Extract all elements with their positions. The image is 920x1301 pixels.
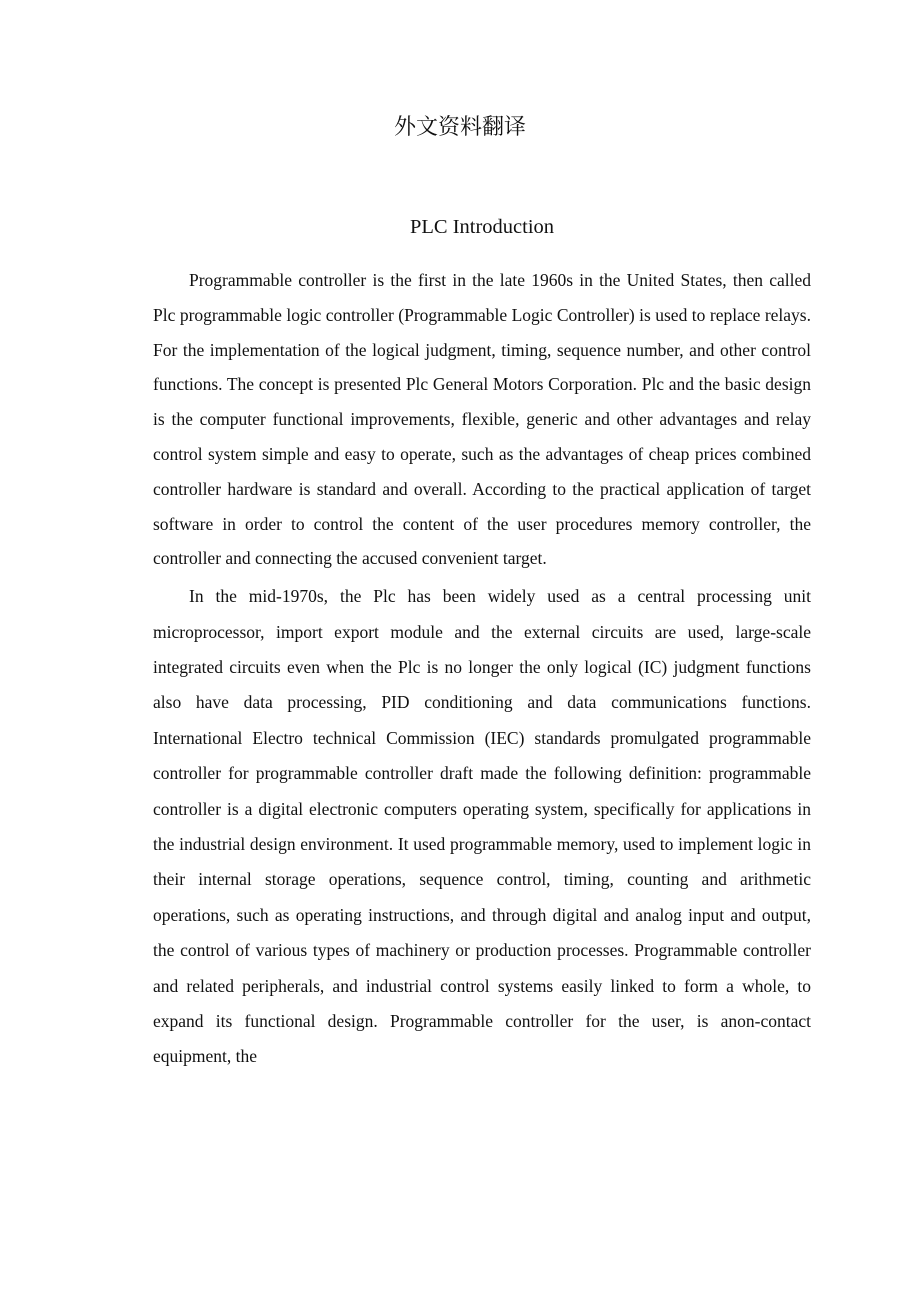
document-title: 外文资料翻译	[393, 115, 526, 140]
section-title: PLC Introduction	[409, 216, 555, 238]
paragraph-1: Programmable controller is the first in the late 1960s in the United States, then called Plc programmable logic controller (Programmable Logic Controller) is used to replace relays. For the implementation of the logical judgment, timing, sequence number, and other control functions. The concept is presented Plc General Motors Corporation. Plc and the basic design is the computer functional improvements, flexible, generic and other advantages and relay control system simple and easy to operate, such as the advantages of cheap prices combined controller hardware is standard and overall. According to the practical application of target software in order to control the content of the user procedures memory controller, the controller and connecting the accused convenient target.	[153, 270, 811, 569]
paragraph-2: In the mid-1970s, the Plc has been widely used as a central processing unit microprocessor, import export module and the external circuits are used, large-scale integrated circuits even when the Plc is no longer the only logical (IC) judgment functions also have data processing, PID conditioning and data communications functions. International Electro technical Commission (IEC) standards promulgated programmable controller for programmable controller draft made the following definition: programmable controller is a digital electronic computers operating system, specifically for applications in the industrial design environment. It used programmable memory, used to implement logic in their internal storage operations, sequence control, timing, counting and arithmetic operations, such as operating instructions, and through digital and analog input and output, the control of various types of machinery or production processes. Programmable controller and related peripherals, and industrial control systems easily linked to form a whole, to expand its functional design. Programmable controller for the user, is anon-contact equipment, the	[153, 586, 811, 1067]
body-text	[153, 263, 811, 1075]
